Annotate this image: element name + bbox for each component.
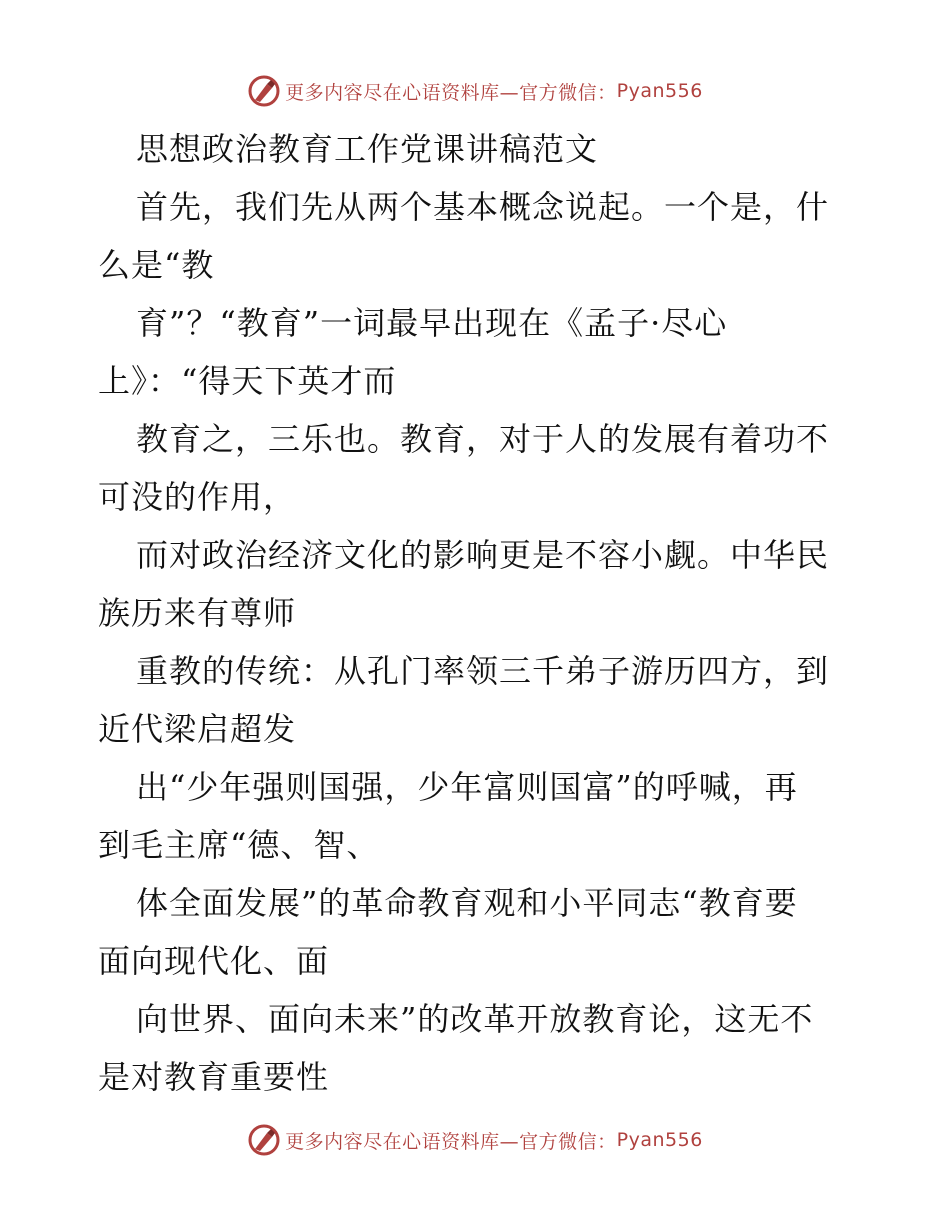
footer-banner [0, 1120, 950, 1160]
banner-wechat-id: Pyan556 [616, 1129, 703, 1151]
paragraph-line: 向世界、面向未来”的改革开放教育论，这无不 [136, 1000, 814, 1038]
paragraph-line: 体全面发展”的革命教育观和小平同志“教育要 [136, 884, 798, 922]
document-title: 思想政治教育工作党课讲稿范文 [136, 130, 599, 168]
paragraph-line: 近代梁启超发 [98, 710, 297, 748]
paragraph-line: 首先，我们先从两个基本概念说起。一个是，什 [136, 188, 830, 226]
paragraph-line: 到毛主席“德、智、 [98, 826, 380, 864]
paragraph-line: 出“少年强则国强，少年富则国富”的呼喊，再 [136, 768, 798, 806]
header-banner [0, 71, 950, 111]
banner-text: 更多内容尽在心语资料库—官方微信： [285, 1130, 617, 1153]
paragraph-line: 而对政治经济文化的影响更是不容小觑。中华民 [136, 536, 830, 574]
pen-logo-icon [247, 1123, 281, 1157]
paragraph-line: 族历来有尊师 [98, 594, 297, 632]
paragraph-line: 育”？“教育”一词最早出现在《孟子·尽心 [136, 304, 728, 342]
document-body [98, 120, 858, 1106]
banner-text: 更多内容尽在心语资料库—官方微信： [285, 81, 617, 104]
paragraph-line: 上》：“得天下英才而 [98, 362, 397, 400]
paragraph-line: 面向现代化、面 [98, 942, 330, 980]
paragraph-line: 教育之，三乐也。教育，对于人的发展有着功不 [136, 420, 830, 458]
paragraph-line: 可没的作用， [98, 478, 297, 516]
banner-wechat-id: Pyan556 [616, 80, 703, 102]
pen-logo-icon [247, 74, 281, 108]
paragraph-line: 是对教育重要性 [98, 1058, 330, 1096]
paragraph-line: 重教的传统：从孔门率领三千弟子游历四方，到 [136, 652, 830, 690]
paragraph-line: 么是“教 [98, 246, 215, 284]
